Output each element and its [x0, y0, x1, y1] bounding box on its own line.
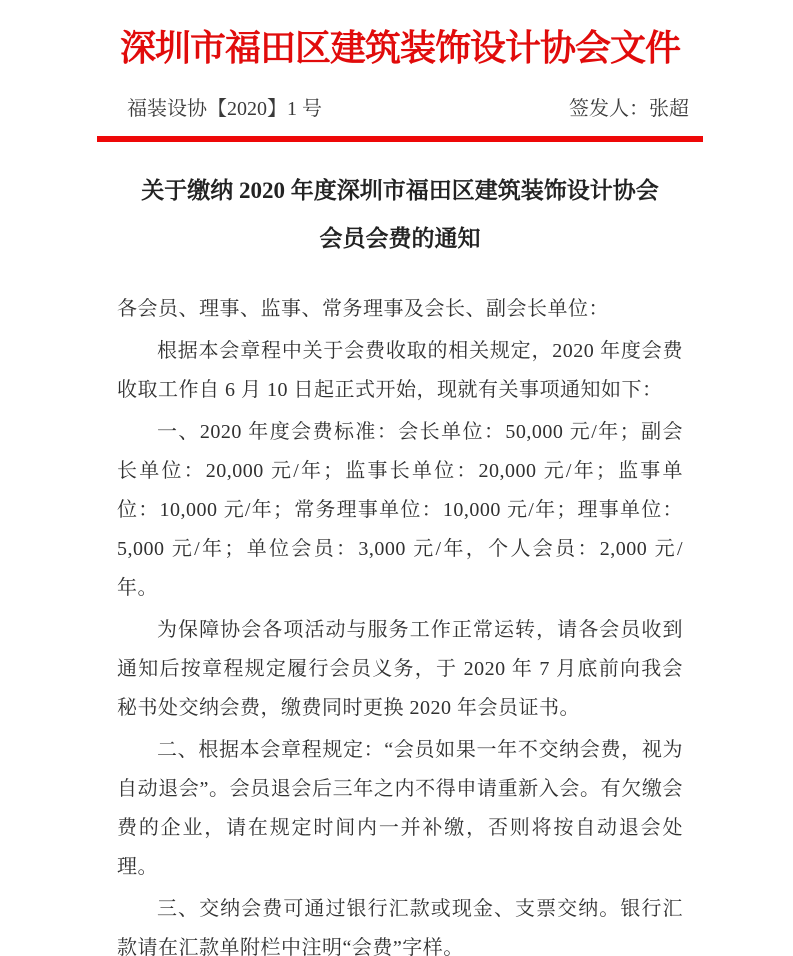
paragraph: 一、2020 年度会费标准：会长单位：50,000 元/年；副会长单位：20,000 元/年；监事长单位：20,000 元/年；监事单位：10,000 元/年；常务理事单位：10,000 元/年；理事单位：5,000 元/年；单位会员：3,000 元/年，个人会员：2,000 元/年。 [117, 421, 683, 599]
issuer-label: 签发人：张超 [569, 98, 689, 120]
notice-title [97, 167, 703, 263]
paragraph: 三、交纳会费可通过银行汇款或现金、支票交纳。银行汇款请在汇款单附栏中注明“会费”字样。 [117, 898, 683, 956]
notice-body [117, 290, 683, 956]
doc-meta-row [97, 92, 703, 121]
paragraph: 二、根据本会章程规定：“会员如果一年不交纳会费，视为自动退会”。会员退会后三年之内不得申请重新入会。有欠缴会费的企业，请在规定时间内一并补缴，否则将按自动退会处理。 [117, 739, 683, 878]
paragraph: 根据本会章程中关于会费收取的相关规定，2020 年度会费收取工作自 6 月 10 日起正式开始，现就有关事项通知如下： [117, 340, 683, 401]
org-title: 深圳市福田区建筑装饰设计协会文件 [119, 28, 680, 68]
doc-number: 福装设协【2020】1 号 [127, 98, 322, 120]
notice-title-line1: 关于缴纳 2020 年度深圳市福田区建筑装饰设计协会 [141, 178, 659, 203]
red-rule-divider [97, 136, 703, 142]
salutation: 各会员、理事、监事、常务理事及会长、副会长单位： [117, 298, 609, 320]
paragraph: 为保障协会各项活动与服务工作正常运转，请各会员收到通知后按章程规定履行会员义务，于 2020 年 7 月底前向我会秘书处交纳会费，缴费同时更换 2020 年会员证书。 [117, 619, 683, 719]
notice-title-line2: 会员会费的通知 [319, 226, 481, 251]
